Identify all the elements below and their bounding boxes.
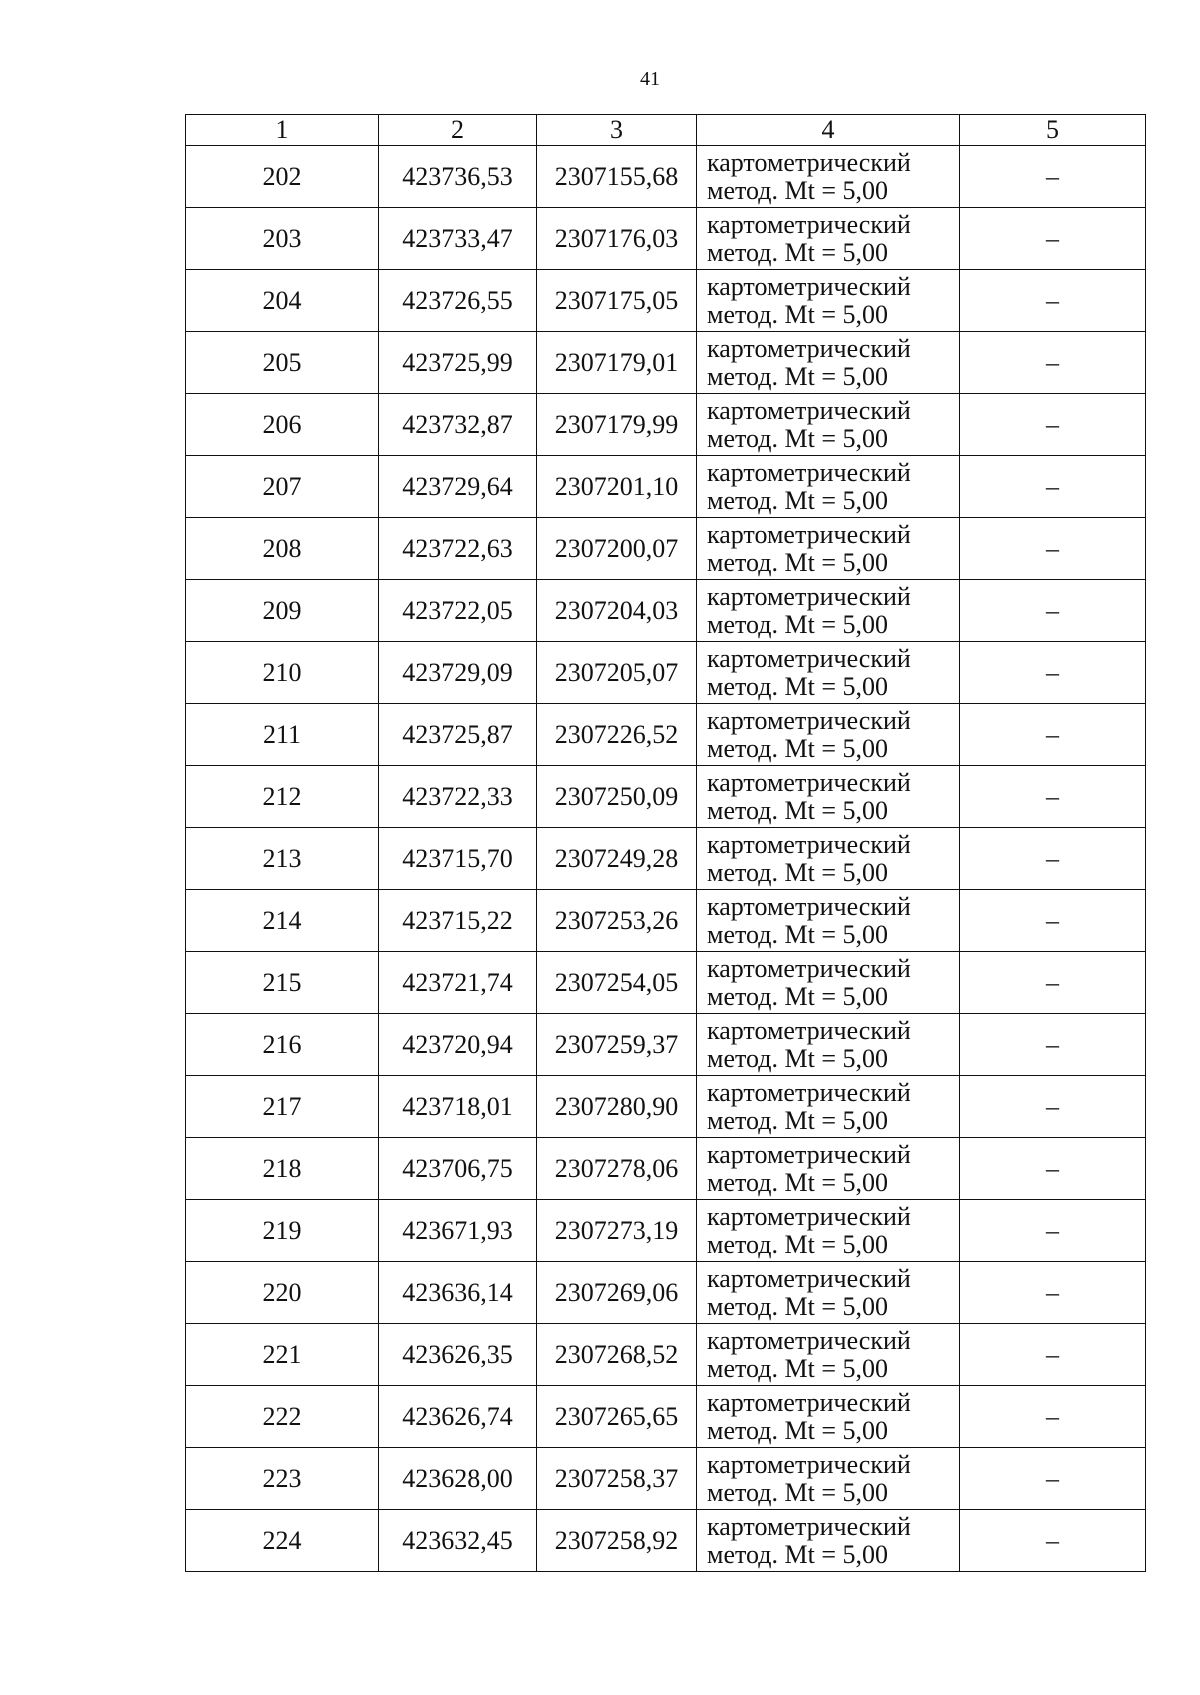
note-cell: – bbox=[960, 1138, 1146, 1200]
method-text-line: метод. Mt = 5,00 bbox=[707, 175, 888, 205]
table-row bbox=[186, 580, 1146, 642]
x-coordinate-cell: 423720,94 bbox=[379, 1014, 537, 1076]
page-number: 41 bbox=[640, 68, 660, 90]
x-coordinate-cell: 423729,09 bbox=[379, 642, 537, 704]
method-text-line: метод. Mt = 5,00 bbox=[707, 1477, 888, 1507]
method-text-line: метод. Mt = 5,00 bbox=[707, 1539, 888, 1569]
y-coordinate-cell: 2307201,10 bbox=[537, 456, 697, 518]
method-text-line: картометрический bbox=[707, 1387, 911, 1417]
note-cell: – bbox=[960, 642, 1146, 704]
method-cell bbox=[697, 1262, 960, 1324]
y-coordinate-cell: 2307280,90 bbox=[537, 1076, 697, 1138]
method-cell bbox=[697, 890, 960, 952]
y-coordinate-cell: 2307176,03 bbox=[537, 208, 697, 270]
y-coordinate-cell: 2307226,52 bbox=[537, 704, 697, 766]
method-cell bbox=[697, 270, 960, 332]
y-coordinate-cell: 2307258,37 bbox=[537, 1448, 697, 1510]
table-body bbox=[186, 146, 1146, 1572]
table-row bbox=[186, 1138, 1146, 1200]
y-coordinate-cell: 2307175,05 bbox=[537, 270, 697, 332]
method-cell bbox=[697, 766, 960, 828]
note-cell: – bbox=[960, 766, 1146, 828]
point-number-cell: 203 bbox=[186, 208, 379, 270]
table-row bbox=[186, 1324, 1146, 1386]
method-text-line: картометрический bbox=[707, 1201, 911, 1231]
table-row bbox=[186, 766, 1146, 828]
method-text-line: картометрический bbox=[707, 271, 911, 301]
y-coordinate-cell: 2307200,07 bbox=[537, 518, 697, 580]
point-number-cell: 218 bbox=[186, 1138, 379, 1200]
table-row bbox=[186, 890, 1146, 952]
x-coordinate-cell: 423722,33 bbox=[379, 766, 537, 828]
method-text-line: метод. Mt = 5,00 bbox=[707, 1043, 888, 1073]
x-coordinate-cell: 423733,47 bbox=[379, 208, 537, 270]
point-number-cell: 213 bbox=[186, 828, 379, 890]
method-text-line: метод. Mt = 5,00 bbox=[707, 1229, 888, 1259]
coordinates-table bbox=[185, 114, 1146, 1572]
x-coordinate-cell: 423626,74 bbox=[379, 1386, 537, 1448]
point-number-cell: 216 bbox=[186, 1014, 379, 1076]
method-cell bbox=[697, 1138, 960, 1200]
method-cell bbox=[697, 642, 960, 704]
method-text-line: картометрический bbox=[707, 767, 911, 797]
point-number-cell: 209 bbox=[186, 580, 379, 642]
column-header-2: 2 bbox=[379, 115, 537, 146]
x-coordinate-cell: 423628,00 bbox=[379, 1448, 537, 1510]
method-cell bbox=[697, 580, 960, 642]
table-row bbox=[186, 952, 1146, 1014]
y-coordinate-cell: 2307179,99 bbox=[537, 394, 697, 456]
y-coordinate-cell: 2307278,06 bbox=[537, 1138, 697, 1200]
method-text-line: метод. Mt = 5,00 bbox=[707, 733, 888, 763]
method-text-line: картометрический bbox=[707, 333, 911, 363]
table-row bbox=[186, 270, 1146, 332]
y-coordinate-cell: 2307273,19 bbox=[537, 1200, 697, 1262]
x-coordinate-cell: 423718,01 bbox=[379, 1076, 537, 1138]
note-cell: – bbox=[960, 1076, 1146, 1138]
method-cell bbox=[697, 1510, 960, 1572]
point-number-cell: 208 bbox=[186, 518, 379, 580]
method-text-line: метод. Mt = 5,00 bbox=[707, 1353, 888, 1383]
point-number-cell: 212 bbox=[186, 766, 379, 828]
point-number-cell: 207 bbox=[186, 456, 379, 518]
point-number-cell: 214 bbox=[186, 890, 379, 952]
method-text-line: метод. Mt = 5,00 bbox=[707, 485, 888, 515]
note-cell: – bbox=[960, 394, 1146, 456]
method-cell bbox=[697, 146, 960, 208]
method-cell bbox=[697, 1200, 960, 1262]
x-coordinate-cell: 423736,53 bbox=[379, 146, 537, 208]
method-text-line: картометрический bbox=[707, 1263, 911, 1293]
method-text-line: картометрический bbox=[707, 1139, 911, 1169]
point-number-cell: 211 bbox=[186, 704, 379, 766]
column-header-3: 3 bbox=[537, 115, 697, 146]
note-cell: – bbox=[960, 1200, 1146, 1262]
method-text-line: метод. Mt = 5,00 bbox=[707, 547, 888, 577]
method-text-line: метод. Mt = 5,00 bbox=[707, 1105, 888, 1135]
table-row bbox=[186, 1200, 1146, 1262]
note-cell: – bbox=[960, 270, 1146, 332]
point-number-cell: 224 bbox=[186, 1510, 379, 1572]
method-cell bbox=[697, 1076, 960, 1138]
method-cell bbox=[697, 518, 960, 580]
x-coordinate-cell: 423671,93 bbox=[379, 1200, 537, 1262]
table-row bbox=[186, 642, 1146, 704]
table-row bbox=[186, 828, 1146, 890]
y-coordinate-cell: 2307268,52 bbox=[537, 1324, 697, 1386]
y-coordinate-cell: 2307259,37 bbox=[537, 1014, 697, 1076]
table-header-row bbox=[186, 115, 1146, 146]
method-text-line: метод. Mt = 5,00 bbox=[707, 857, 888, 887]
x-coordinate-cell: 423636,14 bbox=[379, 1262, 537, 1324]
method-text-line: метод. Mt = 5,00 bbox=[707, 237, 888, 267]
x-coordinate-cell: 423726,55 bbox=[379, 270, 537, 332]
method-cell bbox=[697, 456, 960, 518]
point-number-cell: 205 bbox=[186, 332, 379, 394]
y-coordinate-cell: 2307179,01 bbox=[537, 332, 697, 394]
table-row bbox=[186, 394, 1146, 456]
point-number-cell: 210 bbox=[186, 642, 379, 704]
method-cell bbox=[697, 394, 960, 456]
note-cell: – bbox=[960, 1262, 1146, 1324]
note-cell: – bbox=[960, 1324, 1146, 1386]
y-coordinate-cell: 2307253,26 bbox=[537, 890, 697, 952]
x-coordinate-cell: 423729,64 bbox=[379, 456, 537, 518]
method-text-line: картометрический bbox=[707, 457, 911, 487]
method-text-line: картометрический bbox=[707, 705, 911, 735]
method-text-line: метод. Mt = 5,00 bbox=[707, 981, 888, 1011]
method-cell bbox=[697, 208, 960, 270]
method-text-line: метод. Mt = 5,00 bbox=[707, 1291, 888, 1321]
method-text-line: метод. Mt = 5,00 bbox=[707, 919, 888, 949]
y-coordinate-cell: 2307205,07 bbox=[537, 642, 697, 704]
y-coordinate-cell: 2307269,06 bbox=[537, 1262, 697, 1324]
note-cell: – bbox=[960, 1448, 1146, 1510]
method-cell bbox=[697, 1448, 960, 1510]
method-text-line: картометрический bbox=[707, 1325, 911, 1355]
method-text-line: картометрический bbox=[707, 519, 911, 549]
x-coordinate-cell: 423732,87 bbox=[379, 394, 537, 456]
note-cell: – bbox=[960, 456, 1146, 518]
method-text-line: метод. Mt = 5,00 bbox=[707, 795, 888, 825]
method-cell bbox=[697, 828, 960, 890]
method-text-line: картометрический bbox=[707, 829, 911, 859]
table-row bbox=[186, 704, 1146, 766]
table-row bbox=[186, 1510, 1146, 1572]
method-text-line: картометрический bbox=[707, 395, 911, 425]
method-text-line: картометрический bbox=[707, 147, 911, 177]
table-row bbox=[186, 1386, 1146, 1448]
y-coordinate-cell: 2307204,03 bbox=[537, 580, 697, 642]
method-cell bbox=[697, 704, 960, 766]
method-text-line: картометрический bbox=[707, 1511, 911, 1541]
x-coordinate-cell: 423626,35 bbox=[379, 1324, 537, 1386]
method-text-line: метод. Mt = 5,00 bbox=[707, 609, 888, 639]
table-row bbox=[186, 1076, 1146, 1138]
x-coordinate-cell: 423715,70 bbox=[379, 828, 537, 890]
method-cell bbox=[697, 1386, 960, 1448]
x-coordinate-cell: 423721,74 bbox=[379, 952, 537, 1014]
method-text-line: метод. Mt = 5,00 bbox=[707, 1167, 888, 1197]
column-header-5: 5 bbox=[960, 115, 1146, 146]
note-cell: – bbox=[960, 146, 1146, 208]
method-text-line: метод. Mt = 5,00 bbox=[707, 361, 888, 391]
y-coordinate-cell: 2307265,65 bbox=[537, 1386, 697, 1448]
method-text-line: картометрический bbox=[707, 209, 911, 239]
x-coordinate-cell: 423706,75 bbox=[379, 1138, 537, 1200]
method-cell bbox=[697, 332, 960, 394]
note-cell: – bbox=[960, 1386, 1146, 1448]
table-row bbox=[186, 1448, 1146, 1510]
y-coordinate-cell: 2307249,28 bbox=[537, 828, 697, 890]
x-coordinate-cell: 423722,63 bbox=[379, 518, 537, 580]
point-number-cell: 206 bbox=[186, 394, 379, 456]
table-row bbox=[186, 518, 1146, 580]
method-cell bbox=[697, 1324, 960, 1386]
table-row bbox=[186, 456, 1146, 518]
table-row bbox=[186, 208, 1146, 270]
method-text-line: картометрический bbox=[707, 643, 911, 673]
table-row bbox=[186, 1014, 1146, 1076]
x-coordinate-cell: 423725,87 bbox=[379, 704, 537, 766]
point-number-cell: 204 bbox=[186, 270, 379, 332]
note-cell: – bbox=[960, 952, 1146, 1014]
y-coordinate-cell: 2307250,09 bbox=[537, 766, 697, 828]
method-cell bbox=[697, 1014, 960, 1076]
table-row bbox=[186, 332, 1146, 394]
method-text-line: картометрический bbox=[707, 581, 911, 611]
note-cell: – bbox=[960, 890, 1146, 952]
point-number-cell: 220 bbox=[186, 1262, 379, 1324]
method-text-line: метод. Mt = 5,00 bbox=[707, 671, 888, 701]
point-number-cell: 217 bbox=[186, 1076, 379, 1138]
x-coordinate-cell: 423715,22 bbox=[379, 890, 537, 952]
x-coordinate-cell: 423632,45 bbox=[379, 1510, 537, 1572]
method-text-line: картометрический bbox=[707, 891, 911, 921]
point-number-cell: 222 bbox=[186, 1386, 379, 1448]
method-text-line: метод. Mt = 5,00 bbox=[707, 1415, 888, 1445]
note-cell: – bbox=[960, 1510, 1146, 1572]
note-cell: – bbox=[960, 828, 1146, 890]
point-number-cell: 202 bbox=[186, 146, 379, 208]
note-cell: – bbox=[960, 704, 1146, 766]
method-text-line: картометрический bbox=[707, 1449, 911, 1479]
method-text-line: метод. Mt = 5,00 bbox=[707, 423, 888, 453]
x-coordinate-cell: 423725,99 bbox=[379, 332, 537, 394]
method-text-line: картометрический bbox=[707, 953, 911, 983]
y-coordinate-cell: 2307258,92 bbox=[537, 1510, 697, 1572]
method-text-line: картометрический bbox=[707, 1015, 911, 1045]
y-coordinate-cell: 2307155,68 bbox=[537, 146, 697, 208]
point-number-cell: 215 bbox=[186, 952, 379, 1014]
table-row bbox=[186, 1262, 1146, 1324]
table-row bbox=[186, 146, 1146, 208]
method-text-line: метод. Mt = 5,00 bbox=[707, 299, 888, 329]
note-cell: – bbox=[960, 580, 1146, 642]
note-cell: – bbox=[960, 1014, 1146, 1076]
x-coordinate-cell: 423722,05 bbox=[379, 580, 537, 642]
y-coordinate-cell: 2307254,05 bbox=[537, 952, 697, 1014]
column-header-4: 4 bbox=[697, 115, 960, 146]
column-header-1: 1 bbox=[186, 115, 379, 146]
point-number-cell: 221 bbox=[186, 1324, 379, 1386]
note-cell: – bbox=[960, 332, 1146, 394]
note-cell: – bbox=[960, 208, 1146, 270]
point-number-cell: 223 bbox=[186, 1448, 379, 1510]
point-number-cell: 219 bbox=[186, 1200, 379, 1262]
note-cell: – bbox=[960, 518, 1146, 580]
method-cell bbox=[697, 952, 960, 1014]
method-text-line: картометрический bbox=[707, 1077, 911, 1107]
